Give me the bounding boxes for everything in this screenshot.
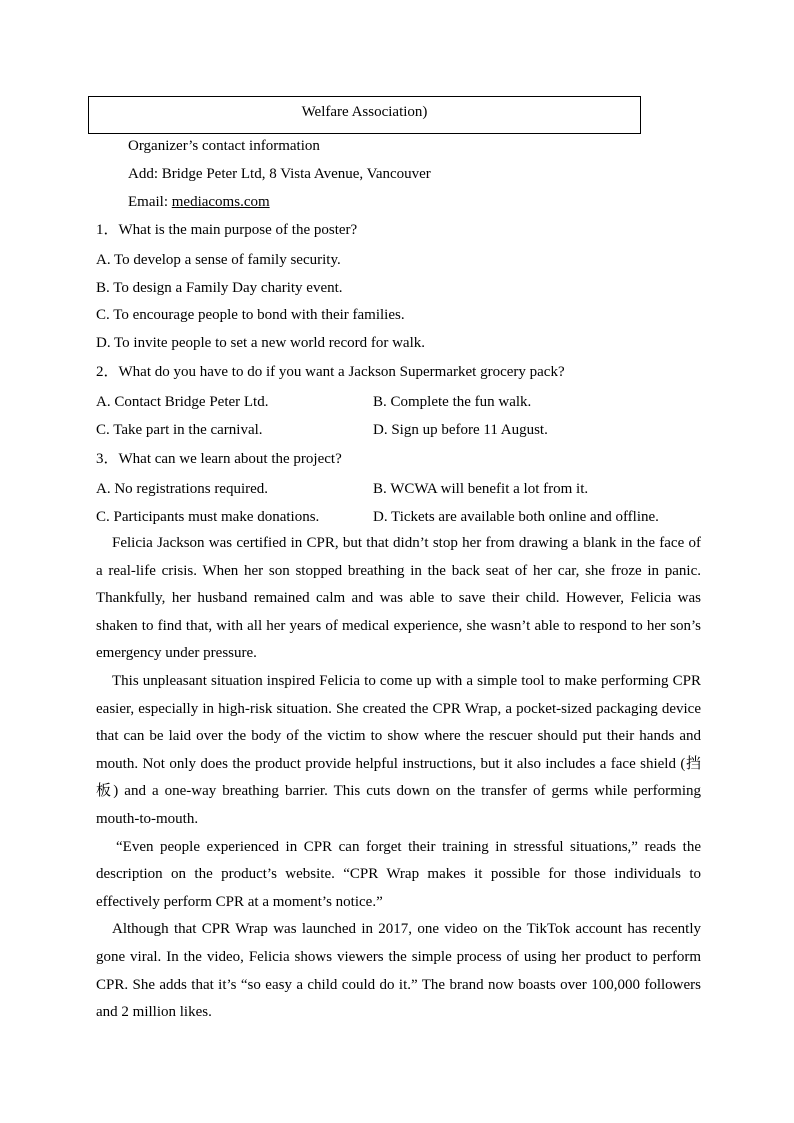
continued-table-box <box>88 96 641 134</box>
question-2-option-a: A. Contact Bridge Peter Ltd. <box>96 394 269 410</box>
question-1-option-d: D. To invite people to set a new world record for walk. <box>96 335 425 351</box>
question-3-option-b: B. WCWA will benefit a lot from it. <box>373 481 589 497</box>
passage-paragraph-3: “Even people experienced in CPR can forget their training in stressful situations,” reads the description on the product’s website. “CPR Wrap makes it possible for those individuals to effectively perform CPR at a moment’s notice.” <box>96 838 701 910</box>
question-1-stem: 1．What is the main purpose of the poster? <box>96 222 358 238</box>
question-3-option-d: D. Tickets are available both online and offline. <box>373 509 659 525</box>
contact-address: Add: Bridge Peter Ltd, 8 Vista Avenue, Vancouver <box>128 166 431 182</box>
question-3-stem: 3．What can we learn about the project? <box>96 451 342 467</box>
question-2-option-b: B. Complete the fun walk. <box>373 394 532 410</box>
reading-passage <box>96 530 701 1027</box>
contact-heading: Organizer’s contact information <box>128 138 320 154</box>
question-3-option-a: A. No registrations required. <box>96 481 269 497</box>
passage-paragraph-2: This unpleasant situation inspired Felicia to come up with a simple tool to make performing CPR easier, especially in high-risk situation. She created the CPR Wrap, a pocket-sized packaging device that can be laid over the body of the victim to show where the rescuer should put their hands and mouth. Not only does the product provide helpful instructions, but it also includes a face shield (挡板) and a one-way breathing barrier. This cuts down on the transfer of germs while performing mouth-to-mouth. <box>96 672 701 827</box>
question-1-option-b: B. To design a Family Day charity event. <box>96 280 343 296</box>
question-2-stem: 2．What do you have to do if you want a Jackson Supermarket grocery pack? <box>96 364 565 380</box>
question-1-option-a: A. To develop a sense of family security. <box>96 252 341 268</box>
question-2-option-c: C. Take part in the carnival. <box>96 422 263 438</box>
passage-paragraph-1: Felicia Jackson was certified in CPR, but that didn’t stop her from drawing a blank in the face of a real-life crisis. When her son stopped breathing in the back seat of her car, she froze in panic. Thankfully, her husband remained calm and was able to save their child. However, Felicia was shaken to find that, with all her years of medical experience, she wasn’t able to respond to her son’s emergency under pressure. <box>96 535 701 662</box>
email-label: Email: <box>128 194 172 210</box>
contact-email <box>128 193 270 211</box>
question-3-option-c: C. Participants must make donations. <box>96 509 320 525</box>
question-2-option-d: D. Sign up before 11 August. <box>373 422 548 438</box>
table-cell-text: Welfare Association) <box>301 104 428 120</box>
passage-paragraph-4: Although that CPR Wrap was launched in 2017, one video on the TikTok account has recently gone viral. In the video, Felicia shows viewers the simple process of using her product to perform CPR. She adds that it’s “so easy a child could do it.” The brand now boasts over 100,000 followers and 2 million likes. <box>96 921 701 1021</box>
question-1-option-c: C. To encourage people to bond with their families. <box>96 307 405 323</box>
email-link[interactable]: mediacoms.com <box>171 194 270 210</box>
